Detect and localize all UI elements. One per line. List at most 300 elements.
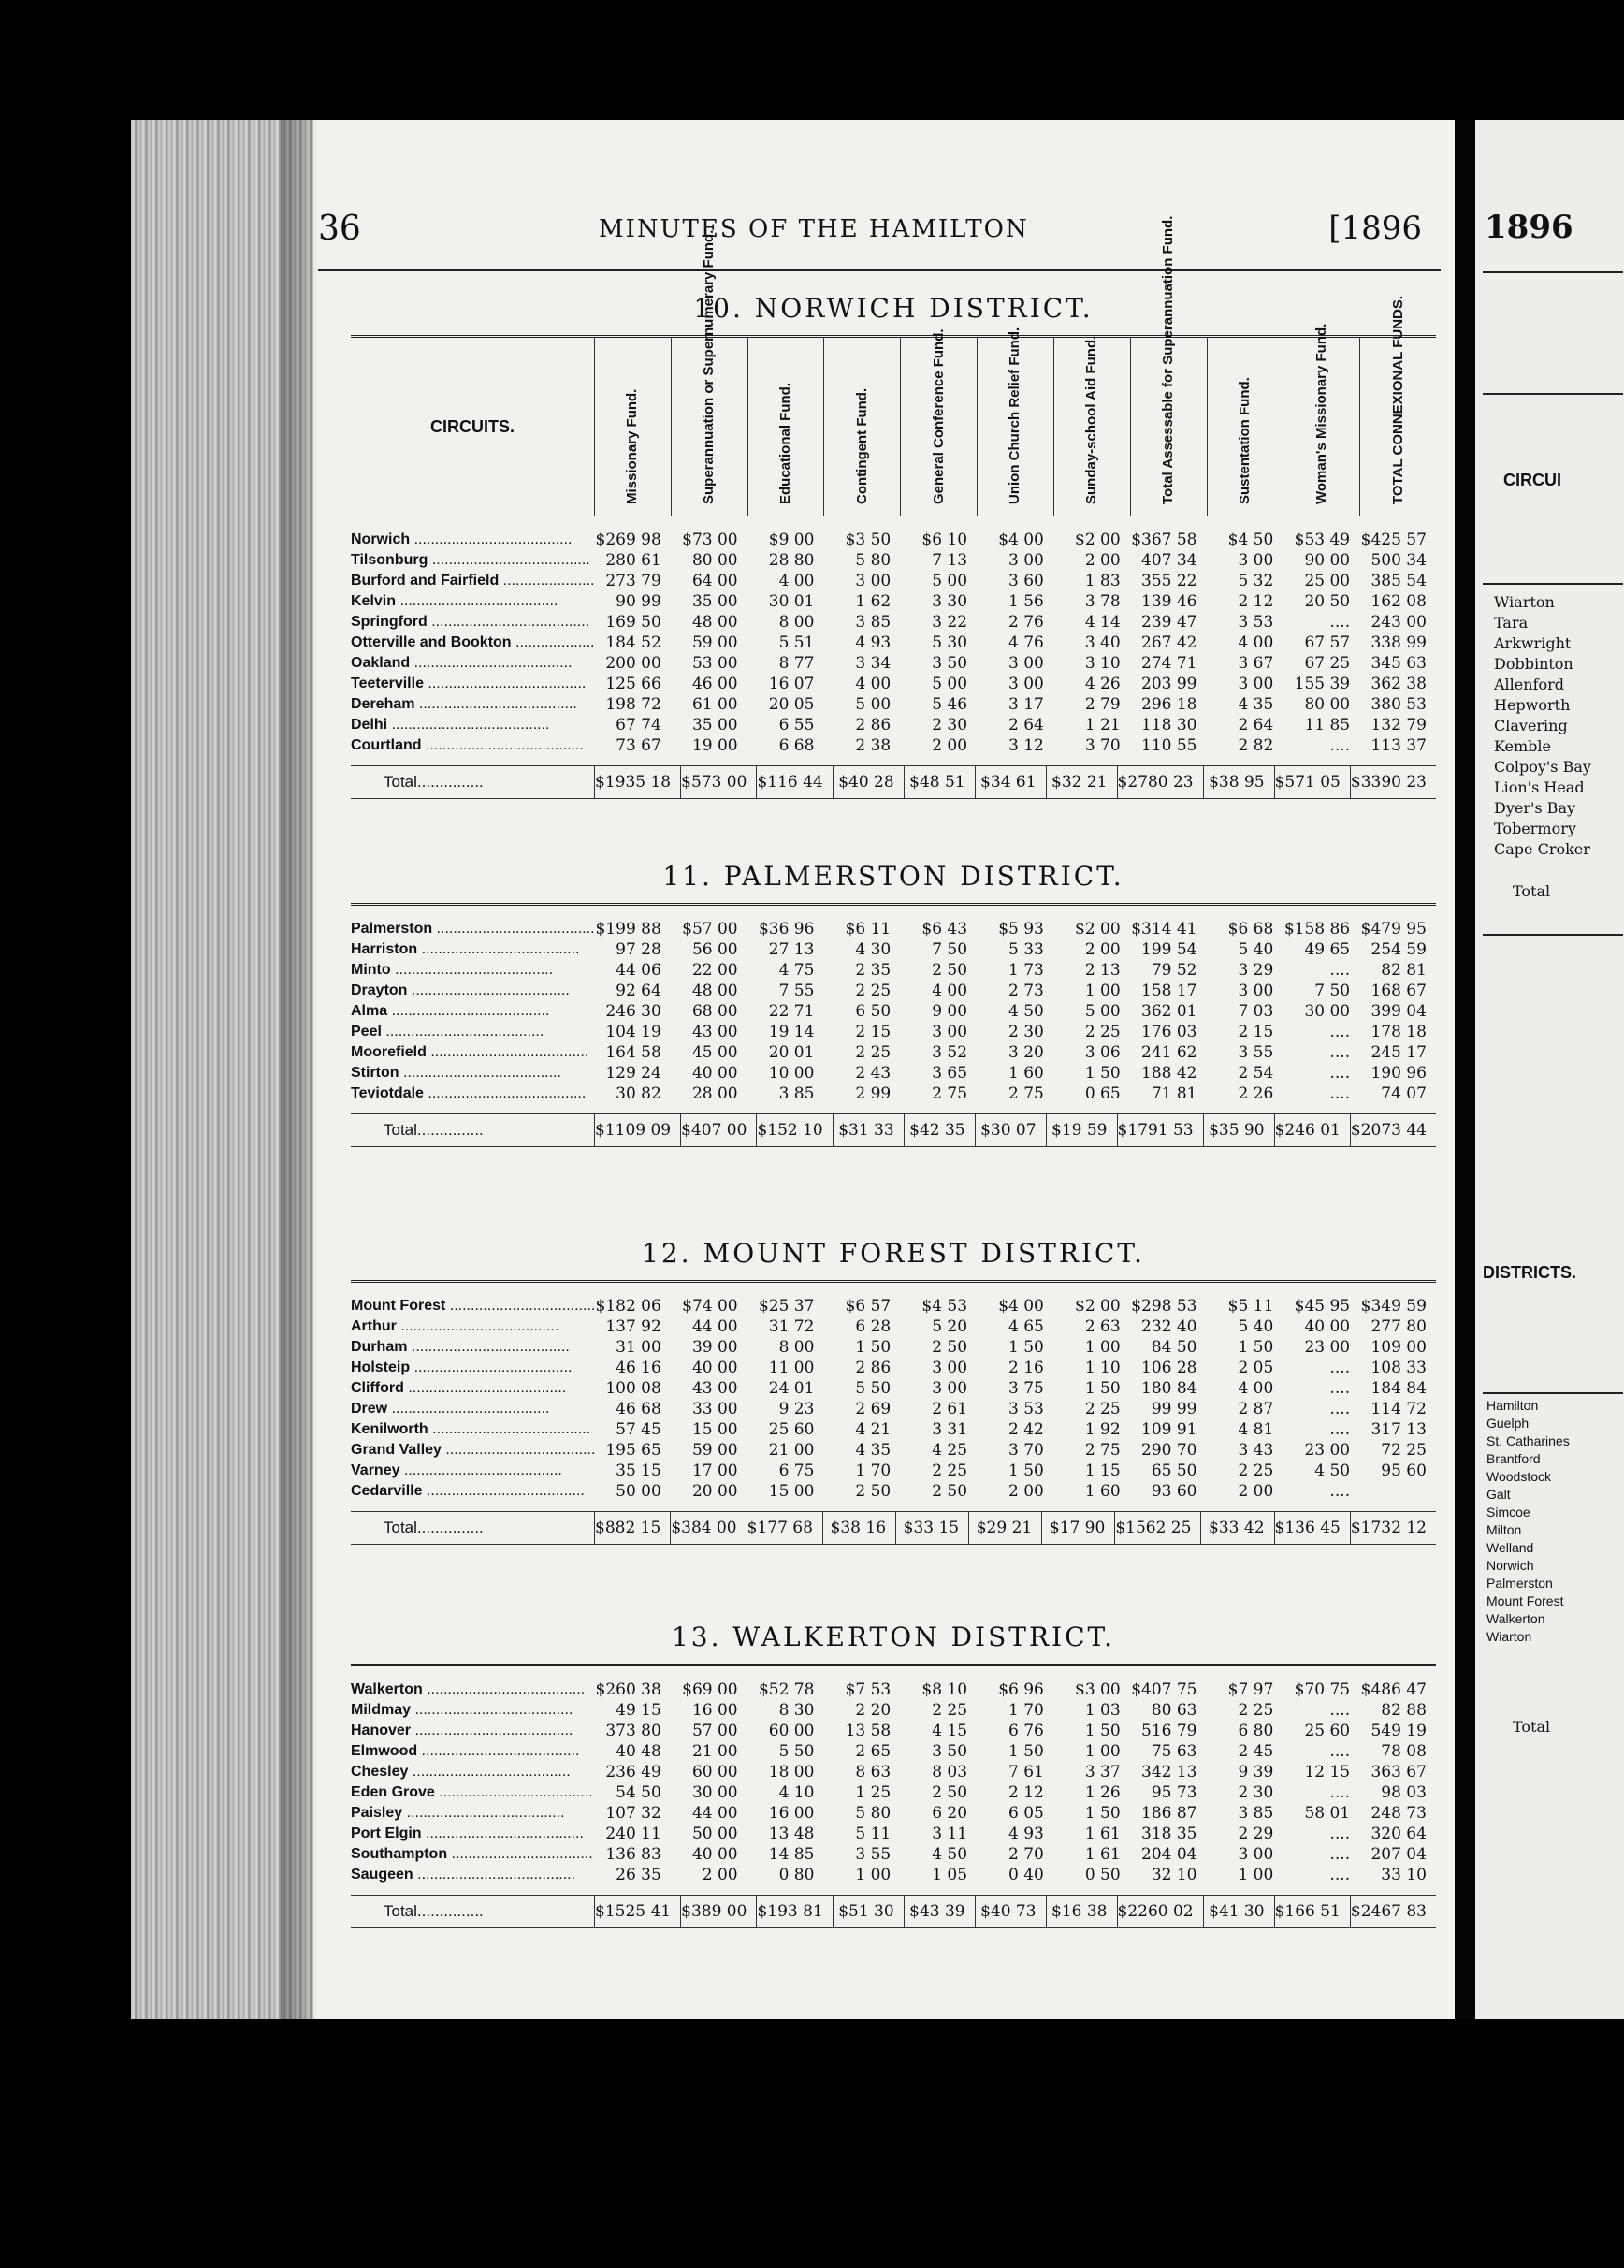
table-row <box>351 1440 1436 1461</box>
fund-value: 2 79 <box>1084 695 1121 714</box>
fund-value: 1 50 <box>1008 1742 1044 1761</box>
fund-value: 190 96 <box>1370 1064 1427 1083</box>
fund-value: 2 16 <box>1008 1359 1044 1377</box>
fund-value: 25 60 <box>1304 1722 1351 1740</box>
fund-value: 4 00 <box>1238 633 1274 652</box>
fund-value: 1 73 <box>1008 961 1044 980</box>
fund-value: 18 00 <box>768 1763 815 1781</box>
fund-value: 2 15 <box>1238 1023 1274 1041</box>
total-value: $42 35 <box>904 1114 975 1146</box>
fund-value: 273 79 <box>605 572 661 590</box>
fund-value: .... <box>1329 1845 1351 1864</box>
fund-value: 3 50 <box>932 1742 968 1761</box>
fund-value: 19 14 <box>768 1023 815 1041</box>
table-row <box>351 1700 1436 1721</box>
total-label: Total ..... <box>351 1114 594 1146</box>
fund-value: 0 40 <box>1008 1866 1044 1884</box>
fund-value: 73 67 <box>616 736 661 755</box>
circuit-name: Eden Grove ..... <box>351 1782 594 1803</box>
fund-value: 50 00 <box>691 1825 738 1843</box>
fund-value: 2 35 <box>855 961 892 980</box>
fund-value: 59 00 <box>691 633 738 652</box>
fund-value: 4 25 <box>932 1441 968 1460</box>
fund-value: 199 54 <box>1141 940 1197 959</box>
fund-value: 3 53 <box>1008 1400 1044 1418</box>
fund-value: 3 00 <box>1008 654 1044 673</box>
fund-value: 11 85 <box>1304 716 1351 734</box>
fund-value: 21 00 <box>691 1742 738 1761</box>
table-row <box>351 1762 1436 1782</box>
fund-value: 39 00 <box>691 1338 738 1357</box>
circuit-rows <box>351 919 1436 1104</box>
fund-value: 11 00 <box>768 1359 815 1377</box>
fund-value: $2 00 <box>1075 531 1121 549</box>
fund-value: 49 65 <box>1304 940 1351 959</box>
table-row <box>351 1399 1436 1419</box>
fund-value: 2 30 <box>1008 1023 1044 1041</box>
fund-value: 317 13 <box>1370 1420 1427 1439</box>
fund-column-label: Contingent Fund. <box>853 387 870 504</box>
table-row <box>351 571 1436 591</box>
fund-value: 60 00 <box>691 1763 738 1781</box>
fund-value: 35 15 <box>616 1461 661 1480</box>
fund-value: 16 00 <box>768 1804 815 1823</box>
fund-value: 3 37 <box>1084 1763 1121 1781</box>
fund-value: 5 30 <box>932 633 968 652</box>
fund-value: 3 30 <box>932 592 968 611</box>
fund-value: 43 00 <box>691 1023 738 1041</box>
right-district-item: Walkerton <box>1486 1611 1545 1626</box>
fund-value: 8 77 <box>778 654 815 673</box>
fund-value: 5 80 <box>855 551 892 570</box>
total-value: $19 59 <box>1046 1114 1117 1146</box>
fund-value: 129 24 <box>605 1064 661 1083</box>
fund-value: 4 65 <box>1008 1317 1044 1336</box>
fund-value: $407 75 <box>1131 1680 1197 1699</box>
fund-value: $182 06 <box>595 1297 661 1316</box>
fund-value: 7 50 <box>932 940 968 959</box>
fund-value: 2 15 <box>855 1023 892 1041</box>
right-circuit-item: Tara <box>1494 614 1529 632</box>
fund-value <box>1359 1481 1436 1502</box>
fund-value: $158 86 <box>1283 920 1351 938</box>
fund-value: 195 65 <box>605 1441 661 1460</box>
circuit-rows <box>351 1296 1436 1502</box>
fund-value: 4 26 <box>1084 675 1121 693</box>
total-value: $2467 83 <box>1350 1896 1436 1927</box>
fund-value: 2 00 <box>702 1866 738 1884</box>
table-row <box>351 919 1436 939</box>
fund-value: 380 53 <box>1370 695 1427 714</box>
fund-value: 245 17 <box>1370 1043 1427 1062</box>
fund-value: 97 28 <box>616 940 661 959</box>
fund-value: 125 66 <box>605 675 661 693</box>
right-circuit-item: Kemble <box>1494 737 1551 755</box>
fund-value: .... <box>1329 1825 1351 1843</box>
total-value: $882 15 <box>594 1512 670 1544</box>
fund-value: 16 00 <box>691 1701 738 1720</box>
fund-value: 54 50 <box>616 1783 661 1802</box>
fund-value: 104 19 <box>605 1023 661 1041</box>
fund-column-header <box>900 328 977 516</box>
fund-value: $5 93 <box>998 920 1044 938</box>
circuit-name: Drayton ..... <box>351 981 594 1001</box>
fund-value: 164 58 <box>605 1043 661 1062</box>
fund-column-label: TOTAL CONNEXIONAL FUNDS. <box>1389 295 1406 504</box>
fund-value: 3 85 <box>855 613 892 632</box>
right-circuit-item: Clavering <box>1494 717 1568 734</box>
table-top-rule <box>351 1664 1436 1666</box>
total-value: $166 51 <box>1274 1896 1350 1927</box>
right-district-item: Simcoe <box>1486 1505 1530 1519</box>
fund-value: 4 00 <box>1238 1379 1274 1398</box>
total-row <box>351 1511 1436 1545</box>
fund-value: 40 48 <box>616 1742 661 1761</box>
fund-value: 1 62 <box>855 592 892 611</box>
fund-value: 4 15 <box>932 1722 968 1740</box>
fund-value: 1 03 <box>1084 1701 1121 1720</box>
fund-value: 5 00 <box>1084 1002 1121 1021</box>
fund-value: 31 72 <box>768 1317 815 1336</box>
fund-value: 1 70 <box>855 1461 892 1480</box>
circuit-name: Cedarville ..... <box>351 1481 594 1502</box>
fund-value: 8 63 <box>855 1763 892 1781</box>
fund-value: 178 18 <box>1370 1023 1427 1041</box>
fund-value: 2 30 <box>1238 1783 1274 1802</box>
fund-value: 25 00 <box>1304 572 1351 590</box>
total-value: $33 42 <box>1200 1512 1273 1544</box>
fund-value: $36 96 <box>758 920 815 938</box>
fund-value: 3 43 <box>1238 1441 1274 1460</box>
fund-value: $6 68 <box>1227 920 1274 938</box>
table-row <box>351 674 1436 694</box>
circuit-name: Palmerston ..... <box>351 919 594 939</box>
fund-value: 56 00 <box>691 940 738 959</box>
total-value: $34 61 <box>975 766 1046 798</box>
total-value: $116 44 <box>756 766 832 798</box>
fund-value: 6 05 <box>1008 1804 1044 1823</box>
fund-column-header <box>594 338 671 516</box>
fund-value: 320 64 <box>1370 1825 1427 1843</box>
fund-value: 21 00 <box>768 1441 815 1460</box>
fund-value: 3 00 <box>1238 551 1274 570</box>
circuit-name: Otterville and Bookton ..... <box>351 632 594 653</box>
fund-value: 1 50 <box>1084 1379 1121 1398</box>
fund-value: 3 40 <box>1084 633 1121 652</box>
table-row <box>351 612 1436 632</box>
fund-value: 4 14 <box>1084 613 1121 632</box>
total-value: $51 30 <box>833 1896 904 1927</box>
fund-value: 162 08 <box>1370 592 1427 611</box>
fund-value: 9 00 <box>932 1002 968 1021</box>
fund-value: 44 00 <box>691 1804 738 1823</box>
fund-column-label: Sunday-school Aid Fund. <box>1083 335 1100 504</box>
total-value: $41 30 <box>1203 1896 1274 1927</box>
fund-value: 3 78 <box>1084 592 1121 611</box>
fund-value: 95 73 <box>1151 1783 1197 1802</box>
fund-value: 108 33 <box>1370 1359 1427 1377</box>
fund-value: 2 45 <box>1238 1742 1274 1761</box>
table-row <box>351 981 1436 1001</box>
fund-column-header <box>1359 295 1436 516</box>
fund-value: 20 50 <box>1304 592 1351 611</box>
fund-value: 1 50 <box>1084 1064 1121 1083</box>
fund-value: 3 60 <box>1008 572 1044 590</box>
fund-value: 113 37 <box>1370 736 1427 755</box>
fund-value: $2 00 <box>1075 920 1121 938</box>
fund-value: 50 00 <box>616 1482 661 1501</box>
fund-value: 3 85 <box>1238 1804 1274 1823</box>
fund-value: 16 07 <box>768 675 815 693</box>
fund-value: 3 00 <box>1008 551 1044 570</box>
fund-value: 2 00 <box>1008 1482 1044 1501</box>
fund-column-label: General Conference Fund. <box>930 328 947 504</box>
fund-value: 3 55 <box>1238 1043 1274 1062</box>
total-value: $571 05 <box>1274 766 1350 798</box>
circuit-rows <box>351 1679 1436 1885</box>
fund-value: 0 80 <box>778 1866 815 1884</box>
fund-value: .... <box>1329 613 1351 632</box>
fund-value: 28 80 <box>768 551 815 570</box>
fund-value: 0 65 <box>1084 1084 1121 1103</box>
fund-value: 2 99 <box>855 1084 892 1103</box>
district-title: 11. PALMERSTON DISTRICT. <box>662 861 1124 892</box>
table-row <box>351 632 1436 653</box>
fund-value: 4 35 <box>1238 695 1274 714</box>
total-value: $35 90 <box>1203 1114 1274 1146</box>
fund-value: 2 86 <box>855 716 892 734</box>
total-value: $1935 18 <box>594 766 680 798</box>
fund-value: 45 00 <box>691 1043 738 1062</box>
fund-value: $349 59 <box>1360 1297 1427 1316</box>
table-row <box>351 1316 1436 1337</box>
fund-value: $4 00 <box>998 1297 1044 1316</box>
circuit-name: Arthur ..... <box>351 1316 594 1337</box>
right-district-list <box>1486 1397 1570 1646</box>
fund-value: .... <box>1329 1023 1351 1041</box>
circuit-name: Southampton ..... <box>351 1844 594 1865</box>
total-value: $29 21 <box>968 1512 1041 1544</box>
total-value: $1732 12 <box>1350 1512 1436 1544</box>
fund-value: 5 00 <box>932 572 968 590</box>
fund-value: 15 00 <box>691 1420 738 1439</box>
fund-value: 5 33 <box>1008 940 1044 959</box>
fund-value: 2 50 <box>932 961 968 980</box>
fund-value: 2 26 <box>1238 1084 1274 1103</box>
fund-value: 362 38 <box>1370 675 1427 693</box>
fund-value: 2 61 <box>932 1400 968 1418</box>
header-year: [1896 <box>1328 210 1422 247</box>
fund-value: $6 57 <box>845 1297 892 1316</box>
fund-value: 106 28 <box>1141 1359 1197 1377</box>
fund-value: .... <box>1329 1043 1351 1062</box>
fund-value: $486 47 <box>1360 1680 1427 1699</box>
fund-value: .... <box>1329 1701 1351 1720</box>
fund-value: 20 01 <box>768 1043 815 1062</box>
fund-value: 80 00 <box>1304 695 1351 714</box>
right-district-item: Milton <box>1486 1522 1522 1537</box>
circuit-name: Mount Forest ..... <box>351 1296 594 1316</box>
fund-value: 2 25 <box>932 1461 968 1480</box>
fund-value: 3 00 <box>932 1023 968 1041</box>
fund-value: 2 82 <box>1238 736 1274 755</box>
circuit-name: Varney ..... <box>351 1461 594 1481</box>
table-row <box>351 960 1436 981</box>
fund-value: 114 72 <box>1370 1400 1427 1418</box>
table-row <box>351 1679 1436 1700</box>
total-value: $573 00 <box>680 766 756 798</box>
fund-value: 2 25 <box>855 981 892 1000</box>
right-header-rule <box>1483 271 1623 273</box>
fund-value: 4 50 <box>1314 1461 1351 1480</box>
fund-value: 2 54 <box>1238 1064 1274 1083</box>
table-row <box>351 1419 1436 1440</box>
fund-value: 3 67 <box>1238 654 1274 673</box>
fund-value: $6 43 <box>921 920 968 938</box>
fund-value: 204 04 <box>1141 1845 1197 1864</box>
right-circuit-item: Hepworth <box>1494 696 1571 714</box>
fund-value: 3 52 <box>932 1043 968 1062</box>
fund-value: 30 00 <box>1304 1002 1351 1021</box>
table-row <box>351 735 1436 756</box>
fund-value: 7 03 <box>1238 1002 1274 1021</box>
fund-value: 84 50 <box>1151 1338 1197 1357</box>
fund-value: 75 63 <box>1151 1742 1197 1761</box>
fund-value: 1 50 <box>1084 1804 1121 1823</box>
circuit-name: Burford and Fairfield ..... <box>351 571 594 591</box>
table-row <box>351 1042 1436 1063</box>
fund-value: 35 00 <box>691 592 738 611</box>
fund-value: 338 99 <box>1370 633 1427 652</box>
total-row <box>351 1113 1436 1147</box>
fund-value: 2 50 <box>932 1338 968 1357</box>
fund-value: 2 25 <box>1238 1461 1274 1480</box>
fund-column-label: Sustentation Fund. <box>1236 377 1253 504</box>
fund-value: 3 17 <box>1008 695 1044 714</box>
fund-value: 22 71 <box>768 1002 815 1021</box>
fund-value: 60 00 <box>768 1722 815 1740</box>
fund-value: 15 00 <box>768 1482 815 1501</box>
fund-value: 3 85 <box>778 1084 815 1103</box>
right-circuit-item: Lion's Head <box>1494 778 1585 796</box>
fund-value: 1 60 <box>1008 1064 1044 1083</box>
fund-value: 5 50 <box>778 1742 815 1761</box>
fund-value: 67 25 <box>1304 654 1351 673</box>
fund-value: 30 01 <box>768 592 815 611</box>
fund-value: 342 13 <box>1141 1763 1197 1781</box>
fund-value: 10 00 <box>768 1064 815 1083</box>
total-value: $384 00 <box>670 1512 746 1544</box>
fund-value: 7 13 <box>932 551 968 570</box>
right-total-label: Total <box>1513 882 1551 900</box>
table-row <box>351 1782 1436 1803</box>
district-section <box>351 1238 1436 1545</box>
fund-value: 2 13 <box>1084 961 1121 980</box>
circuit-name: Harriston ..... <box>351 939 594 960</box>
fund-value: 35 00 <box>691 716 738 734</box>
fund-value: 267 42 <box>1141 633 1197 652</box>
fund-value: 3 20 <box>1008 1043 1044 1062</box>
table-row <box>351 1296 1436 1316</box>
fund-value: 4 76 <box>1008 633 1044 652</box>
fund-value: 188 42 <box>1141 1064 1197 1083</box>
fund-value: 6 50 <box>855 1002 892 1021</box>
fund-column-header <box>1207 338 1283 516</box>
total-value: $2780 23 <box>1117 766 1203 798</box>
circuit-rows <box>351 530 1436 756</box>
table-row <box>351 1063 1436 1083</box>
fund-value: .... <box>1329 1400 1351 1418</box>
right-section-rule <box>1483 934 1623 936</box>
fund-value: 33 00 <box>691 1400 738 1418</box>
fund-value: 90 99 <box>616 592 661 611</box>
fund-value: 3 06 <box>1084 1043 1121 1062</box>
fund-value: 549 19 <box>1370 1722 1427 1740</box>
fund-value: 4 10 <box>778 1783 815 1802</box>
fund-value: 5 40 <box>1238 1317 1274 1336</box>
page-header <box>318 210 1441 256</box>
fund-value: 2 12 <box>1238 592 1274 611</box>
fund-value: 3 31 <box>932 1420 968 1439</box>
circuit-name: Minto ..... <box>351 960 594 981</box>
total-value: $136 45 <box>1274 1512 1350 1544</box>
circuit-name: Hanover ..... <box>351 1721 594 1741</box>
circuit-name: Norwich ..... <box>351 530 594 550</box>
total-value: $32 21 <box>1046 766 1117 798</box>
fund-value: 1 00 <box>1084 981 1121 1000</box>
fund-value: .... <box>1329 1420 1351 1439</box>
fund-value: $5 11 <box>1227 1297 1274 1316</box>
fund-value: 22 00 <box>691 961 738 980</box>
fund-value: 1 50 <box>1008 1461 1044 1480</box>
circuit-name: Teviotdale ..... <box>351 1083 594 1104</box>
district-title: 10. NORWICH DISTRICT. <box>693 293 1094 324</box>
fund-value: $8 10 <box>921 1680 968 1699</box>
table-row <box>351 550 1436 571</box>
fund-value: 98 03 <box>1381 1783 1427 1802</box>
fund-value: $4 50 <box>1227 531 1274 549</box>
fund-value: 4 30 <box>855 940 892 959</box>
fund-value: 373 80 <box>605 1722 661 1740</box>
fund-value: 30 00 <box>691 1783 738 1802</box>
circuit-name: Chesley ..... <box>351 1762 594 1782</box>
fund-value: 43 00 <box>691 1379 738 1398</box>
fund-value: 176 03 <box>1141 1023 1197 1041</box>
fund-value: 139 46 <box>1141 592 1197 611</box>
fund-value: 110 55 <box>1141 736 1197 755</box>
fund-value: 1 00 <box>1084 1338 1121 1357</box>
total-value: $193 81 <box>756 1896 832 1927</box>
right-circuit-item: Allenford <box>1494 676 1565 693</box>
fund-value: 2 25 <box>1084 1400 1121 1418</box>
fund-value: 23 00 <box>1304 1441 1351 1460</box>
total-value: $1791 53 <box>1117 1114 1203 1146</box>
fund-value: 1 50 <box>1084 1722 1121 1740</box>
table-row <box>351 715 1436 735</box>
fund-value: 2 64 <box>1238 716 1274 734</box>
fund-value: 2 43 <box>855 1064 892 1083</box>
fund-value: 1 00 <box>1084 1742 1121 1761</box>
total-value: $1562 25 <box>1114 1512 1200 1544</box>
fund-value: 5 00 <box>855 695 892 714</box>
fund-value: 2 25 <box>1084 1023 1121 1041</box>
circuit-name: Kenilworth ..... <box>351 1419 594 1440</box>
fund-value: 118 30 <box>1141 716 1197 734</box>
fund-value: 46 16 <box>616 1359 661 1377</box>
fund-value: $53 49 <box>1294 531 1351 549</box>
circuit-name: Saugeen ..... <box>351 1865 594 1885</box>
fund-value: 1 25 <box>855 1783 892 1802</box>
